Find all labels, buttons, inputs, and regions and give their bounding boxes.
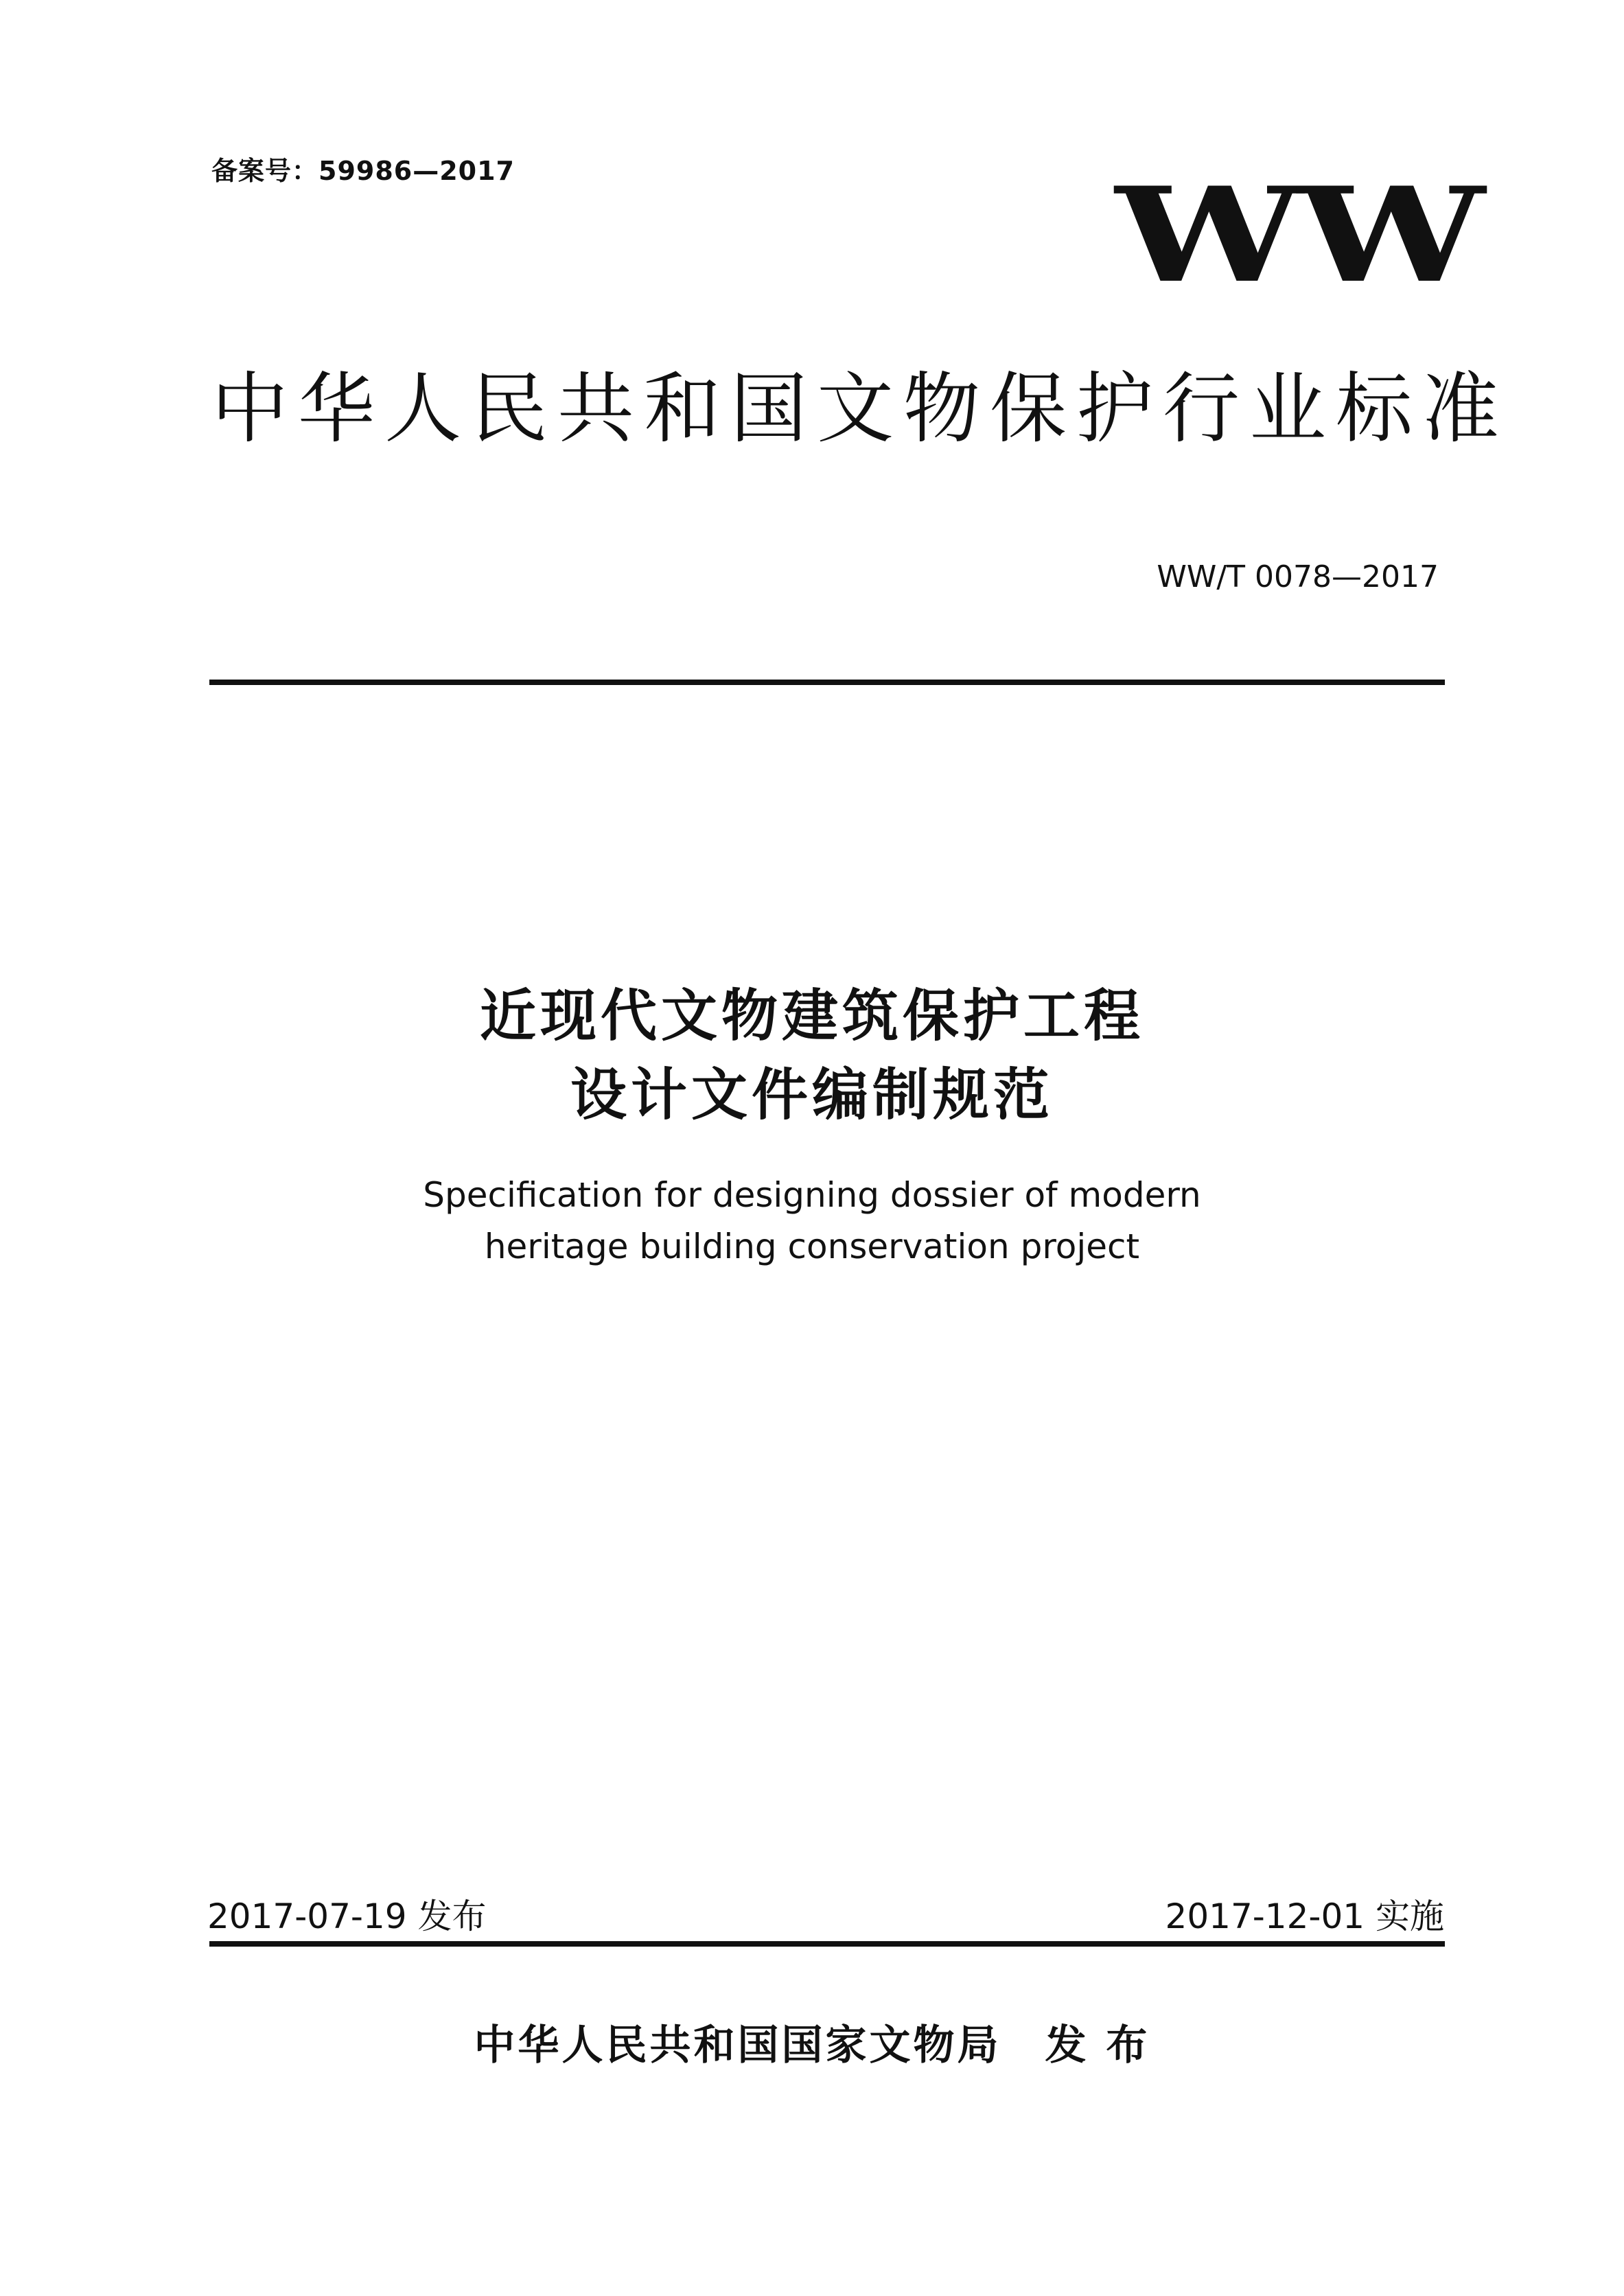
bottom-divider xyxy=(209,1941,1445,1947)
effective-date: 2017-12-01 实施 xyxy=(1165,1897,1444,1936)
document-title-en-line2: heritage building conservation project xyxy=(484,1227,1140,1266)
release-date: 2017-07-19 发布 xyxy=(207,1897,487,1936)
standard-category-title: 中华人民共和国文物保护行业标准 xyxy=(211,364,1509,454)
top-divider xyxy=(209,680,1445,685)
publisher: 中华人民共和国国家文物局 发 布 xyxy=(474,2021,1150,2069)
document-title-zh-line2: 设计文件编制规范 xyxy=(570,1063,1054,1128)
document-title-en-line1: Specification for designing dossier of modern xyxy=(423,1175,1201,1215)
document-title-zh-line1: 近现代文物建筑保护工程 xyxy=(479,984,1144,1049)
standard-number: WW/T 0078—2017 xyxy=(1157,559,1439,594)
filing-number: 备案号：59986—2017 xyxy=(211,156,515,186)
standard-logo: WW xyxy=(1115,159,1480,312)
